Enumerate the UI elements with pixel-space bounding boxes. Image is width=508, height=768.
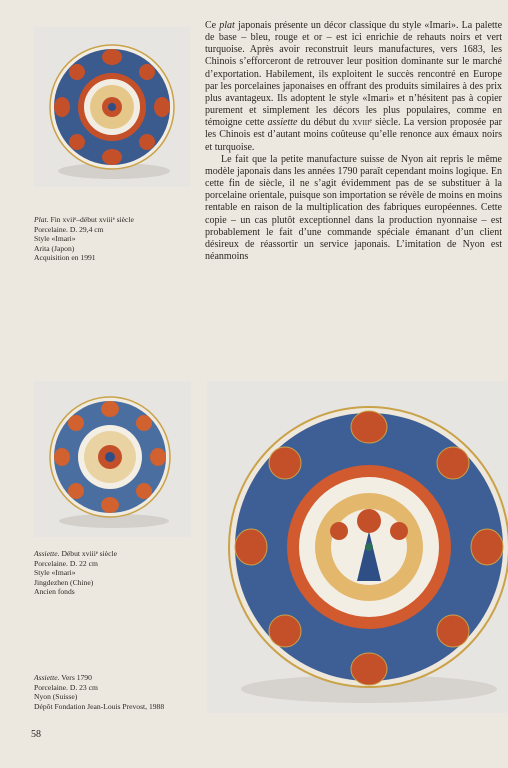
body-text (205, 20, 502, 263)
caption-style: Style «Imari» (34, 568, 76, 578)
text-run: japonais présente un décor classique du style «Imari». La palette de base – bleu, rouge et or – est ici enrichie de rehauts noirs et vert turquoise. Après avoir reconstruit leurs manufactures, vers 1683, les Chinois s’efforceront de retrouver leur position dominante sur le marché d’exportation. Habilement, ils exploitent le succès rencontré en Europe par les porcelaines japonaises en offrant des produits similaires à des prix plus avantageux. Ils adoptent le style «Imari» et n’hésitent pas à copier purement et simplement les décors les plus populaires, comme en témoigne cette (205, 20, 503, 129)
caption-material: Porcelaine. D. 23 cm (34, 682, 98, 692)
text-run: Ce (205, 20, 220, 31)
caption-acquisition: Acquisition en 1991 (34, 253, 96, 263)
text-run-italic: assiette (267, 117, 298, 129)
caption-date: Vers 1790 (61, 673, 92, 682)
caption-title: Assiette. (34, 549, 60, 558)
nyon-plate-image (207, 381, 508, 713)
caption-assiette-chine (34, 549, 117, 597)
text-run: siècle. La version proposée par les Chinois est d’autant moins coûteuse qu’elle renonce aux émaux noirs et turquoise. (205, 117, 502, 153)
plate-photo-japan (34, 27, 190, 187)
plate-photo-nyon (207, 381, 508, 713)
caption-acquisition: Dépôt Fondation Jean-Louis Prevost, 1988 (34, 701, 165, 711)
caption-assiette-nyon (34, 673, 164, 711)
caption-origin: Nyon (Suisse) (34, 692, 78, 702)
paragraph-1 (205, 20, 502, 154)
page-number: 58 (31, 729, 41, 740)
text-run-italic: plat (219, 20, 235, 31)
imari-plate-image (34, 27, 190, 187)
caption-origin: Arita (Japon) (34, 243, 75, 253)
plate-photo-china (34, 381, 191, 537)
caption-acquisition: Ancien fonds (34, 587, 75, 597)
caption-material: Porcelaine. D. 29,4 cm (34, 224, 104, 234)
caption-origin: Jingdezhen (Chine) (34, 577, 94, 587)
caption-material: Porcelaine. D. 22 cm (34, 558, 98, 568)
caption-date: Fin xviiᵉ–début xviiiᵉ siècle (50, 215, 134, 224)
chinese-plate-image (34, 381, 191, 537)
caption-plat (34, 215, 134, 263)
caption-title: Plat. (34, 215, 49, 224)
caption-date: Début xviiiᵉ siècle (61, 549, 117, 558)
caption-title: Assiette. (34, 673, 60, 682)
caption-style: Style «Imari» (34, 234, 76, 244)
text-run-century: xviiiᵉ (352, 117, 373, 129)
text-run: du début du (297, 117, 353, 129)
paragraph-2: Le fait que la petite manufacture suisse de Nyon ait repris le même modèle japonais dans les années 1790 paraît cependant moins logique. En cette fin de siècle, il ne s’agit évidemment pas de se substituer à la porcelaine orientale, puisque son importation se révèle de moins en moins rentable en raison de la multiplication des fabriques européennes. Cette copie – un cas plutôt exceptionnel dans la production nyonnaise – est probablement le fait d’une commande spéciale émanant d’un client désireux de réassortir un service japonais. L’imitation de Nyon est néanmoins (205, 153, 502, 262)
